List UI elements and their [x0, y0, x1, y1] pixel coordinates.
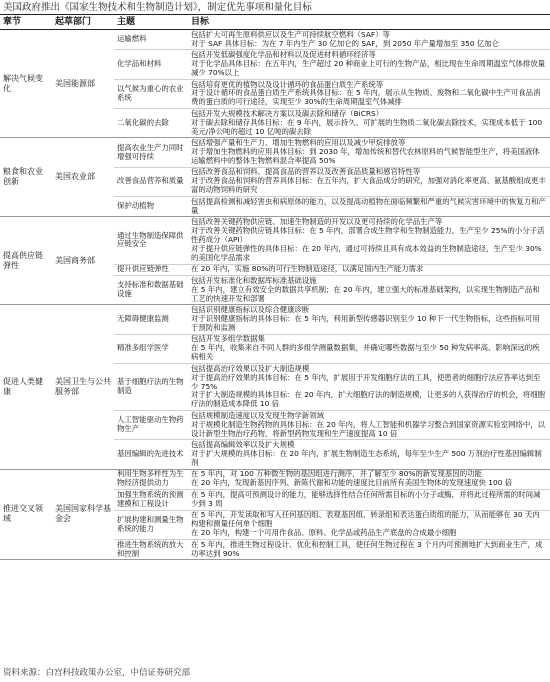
- topic-cell: 改善食品营养和质量: [114, 167, 188, 196]
- goal-cell: [188, 50, 550, 79]
- department-cell: 美国农业部: [52, 138, 114, 217]
- goal-text: 对于提升供应链弹性的具体目标：在 20 年内，通过可持续且具有成本效益的生物制造途径，生产至少 30%的美国化学品需求: [191, 243, 542, 262]
- department-cell: 美国商务部: [52, 217, 114, 305]
- goal-cell: [188, 469, 550, 489]
- goal-cell: [188, 334, 550, 363]
- topic-cell: 精准多组学医学: [114, 334, 188, 363]
- goals-table: [0, 14, 550, 560]
- table-body: [0, 30, 550, 560]
- goal-cell: [188, 539, 550, 559]
- goal-cell: [188, 196, 550, 216]
- goal-text: 包括开发低碳强度化学品和材料以及促进材料循环经济等: [191, 50, 376, 60]
- topic-cell: 扩展构建和测量生物系统的能力: [114, 510, 188, 539]
- goal-text: 对于增加生物燃料的应用具体目标：到 2030 年，增加传统和替代农林原料的气候智能型生产，将美国液体运输燃料中的整体生物燃料混合率提高 50%: [191, 147, 540, 165]
- goal-text: 在 5 年内，提高可预测设计的能力，能够选择性结合任何所需目标的小分子或酶，并将此过程所需的时间减少到 3 周: [191, 489, 541, 508]
- source-note: 资料来源：白宫科技政策办公室，中信证券研究部: [3, 668, 191, 678]
- goal-text: 包括培育更优的植物以及设计循环的食品蛋白质生产系统等: [191, 79, 384, 89]
- topic-cell: 无障碍健康监测: [114, 305, 188, 334]
- table-row: [0, 469, 550, 489]
- goal-text: 在 5 年内，建立有效安全的数据共享机制；在 20 年内，建立强大的标准基础架构，以实现生物制造产品和工艺的快速开发和部署: [191, 284, 540, 303]
- goal-text: 包括提高治疗效果以及扩大制造规模: [191, 363, 310, 373]
- header-chapter: 章节: [0, 15, 52, 30]
- goal-text: 对于设计循环的食品蛋白质生产系统具体目标：在 5 年内，展示从生物质、废物和二氧化碳中生产可食品消费的蛋白质的可行途径，实现至少 30%的生命周期温室气体减排: [191, 88, 541, 107]
- header-topic: 主题: [114, 15, 188, 30]
- goal-cell: [188, 167, 550, 196]
- topic-cell: 化学品和材料: [114, 50, 188, 79]
- goal-text: 对于 SAF 具体目标：为在 7 年内生产 30 亿加仑的 SAF，到 2050 年产量增加至 350 亿加仑: [191, 38, 500, 48]
- goal-text: 包括扩大可再生原料供应以及生产可持续航空燃料（SAF）等: [191, 29, 390, 39]
- goal-text: 在 5 年内，开发读取和写入任何基因组、表观基因组、转录组和表达蛋白质组的能力，从而能够在 30 天内构建和测量任何单个细胞: [191, 510, 540, 529]
- goal-text: 包括开发大规模技术解决方案以及碳去除和储存（BiCRS）: [191, 108, 384, 118]
- chapter-cell: 粮食和农业创新: [0, 138, 52, 217]
- goal-text: 包括提高编辑效率以及扩大规模: [191, 440, 295, 450]
- topic-cell: 保护动植物: [114, 196, 188, 216]
- table-row: [0, 138, 550, 167]
- goal-text: 在 20 年内，构建一个可用作食品、原料、化学品或药品生产底盘的合成最小细胞: [191, 528, 457, 538]
- goal-text: 包括提高检测和减轻害虫和病原体的能力，以及提高动植物在面临频繁和严重的气候灾害环境中的恢复力和产量: [191, 196, 546, 215]
- chapter-cell: 提高供应链弹性: [0, 217, 52, 305]
- topic-cell: 基因编辑的先进技术: [114, 440, 188, 469]
- goal-text: 包括改善关键药物供应链、加速生物制造的开发以及更可持续的化学品生产等: [191, 217, 443, 227]
- goal-text: 对于改善食品和饲料的营养具体目标：在五年内，扩大食品成分的研究，加强对消化率更高、氨基酸组成更丰富的动物饲料的研究: [191, 176, 546, 195]
- goal-cell: [188, 440, 550, 469]
- goal-text: 对于扩大规模的具体目标：在 20 年内，扩展生物制造生态系统，每年至少生产 500 万剂治疗性基因编辑制剂: [191, 449, 542, 467]
- goal-cell: [188, 490, 550, 510]
- header-goal: 目标: [188, 15, 550, 30]
- department-cell: 美国卫生与公共服务部: [52, 305, 114, 469]
- goal-text: 包括增强产量和生产力、增加生物燃料的应用以及减少甲烷排放等: [191, 138, 406, 148]
- table-row: [0, 217, 550, 264]
- goal-cell: [188, 30, 550, 50]
- goal-cell: [188, 264, 550, 276]
- department-cell: 美国国家科学基金会: [52, 469, 114, 560]
- goal-text: 对于提高治疗效果的具体目标：在 5 年内，扩展用于开发细胞疗法的工具，使患者的细胞疗法应答率达到至少 75%: [191, 372, 541, 391]
- chapter-cell: 促进人类健康: [0, 305, 52, 469]
- topic-cell: 利用生物多样性为生物经济提供动力: [114, 469, 188, 489]
- topic-cell: 运输燃料: [114, 30, 188, 50]
- topic-cell: 提升供应链弹性: [114, 264, 188, 276]
- page-title: 美国政府推出《国家生物技术和生物制造计划》，制定优先事项和量化目标: [3, 2, 312, 13]
- chapter-cell: 推进交叉领域: [0, 469, 52, 560]
- topic-cell: 基于细胞疗法的生物制造: [114, 363, 188, 410]
- goal-text: 对于扩大制造规模的具体目标：在 20 年内，扩大细胞疗法的制造规模，让更多的人获得治疗的机会，将细胞疗法的制造成本降低 10 倍: [191, 390, 546, 409]
- goal-text: 包括规模制造速度以及发现生物学新领域: [191, 410, 325, 420]
- topic-cell: 提高农业生产力同时增强可持续: [114, 138, 188, 167]
- goal-text: 包括识别健康指标以及综合健康诊断: [191, 305, 310, 315]
- topic-cell: 以气候为重心的农业系统: [114, 79, 188, 108]
- goal-text: 对于碳去除和储存具体目标：在 9 年内，展示持久、可扩展的生物质二氧化碳去除技术，实现成本低于 100 美元/净公吨的超过 10 亿吨的碳去除: [191, 117, 543, 136]
- goal-cell: [188, 217, 550, 264]
- goal-cell: [188, 276, 550, 305]
- goal-cell: [188, 79, 550, 108]
- goal-text: 在 5 年内，推进生物过程设计、优化和控制工具，使任何生物过程在 3 个月内可预测地扩大到商业生产，成功率达到 90%: [191, 539, 543, 558]
- goal-text: 在 5 年内，收集来自不同人群的多组学测量数据集，并确定哪些数据与至少 50 种发病率高、影响深远的疾病相关: [191, 343, 540, 362]
- table-row: [0, 305, 550, 334]
- topic-cell: 通过生物制造保障供应链安全: [114, 217, 188, 264]
- topic-cell: 支持标准和数据基础设施: [114, 276, 188, 305]
- goal-cell: [188, 363, 550, 410]
- goal-text: 对于化学品具体目标：在五年内，生产超过 20 种商业上可行的生物产品，相比现在生命周期温室气体排放量减少 70%以上: [191, 59, 546, 78]
- goal-text: 包括开发多组学数据集: [191, 334, 265, 344]
- goal-text: 对于改善关键药物供应链具体目标：在 5 年内，部署合成生物学和生物制造能力，生产至少 25%的小分子活性药成分（API）: [191, 226, 545, 244]
- table-header: [0, 15, 550, 30]
- chapter-cell: 解决气候变化: [0, 30, 52, 138]
- goal-text: 在 20 年内，发现新基因序列、新陈代谢和功能的速度比目前所有美国生物体的发现速度快 100 倍: [191, 478, 513, 488]
- goal-text: 包括改善食品和饲料、提高食品的营养以及改善食品质量和感官特性等: [191, 167, 421, 177]
- goal-text: 在 5 年内，对 100 万种微生物的基因组进行测序，并了解至少 80%的新发现基因的功能: [191, 469, 482, 479]
- topic-cell: 二氧化碳的去除: [114, 109, 188, 138]
- goal-text: 包括开发标准化和数据库标准基础设施: [191, 275, 317, 285]
- table-row: [0, 30, 550, 50]
- goal-cell: [188, 305, 550, 334]
- topic-cell: 加强生物系统的预测建模和工程设计: [114, 490, 188, 510]
- goal-text: 对于识别健康指标的具体目标：在 5 年内，利用新型传感器识别至少 10 种下一代生物指标，这些指标可用于预防和监测: [191, 314, 540, 332]
- goal-cell: [188, 411, 550, 440]
- header-dept: 起草部门: [52, 15, 114, 30]
- topic-cell: 人工智能驱动生物药物生产: [114, 411, 188, 440]
- goal-cell: [188, 138, 550, 167]
- header-row: [0, 15, 550, 30]
- goal-cell: [188, 109, 550, 138]
- goal-text: 对于规模化制造生物药物的具体目标：在 20 年内，将人工智能和机器学习整合到国家资源实验室网络中，以设计新型生物治疗药物，将新型药物发现和生产速度提高 10 倍: [191, 419, 546, 438]
- department-cell: 美国能源部: [52, 30, 114, 138]
- goal-cell: [188, 510, 550, 539]
- goal-text: 在 20 年内，实施 80%的可行生物制造途径，以满足国内生产能力需求: [191, 264, 424, 274]
- topic-cell: 推进生物系统的放大和控制: [114, 539, 188, 559]
